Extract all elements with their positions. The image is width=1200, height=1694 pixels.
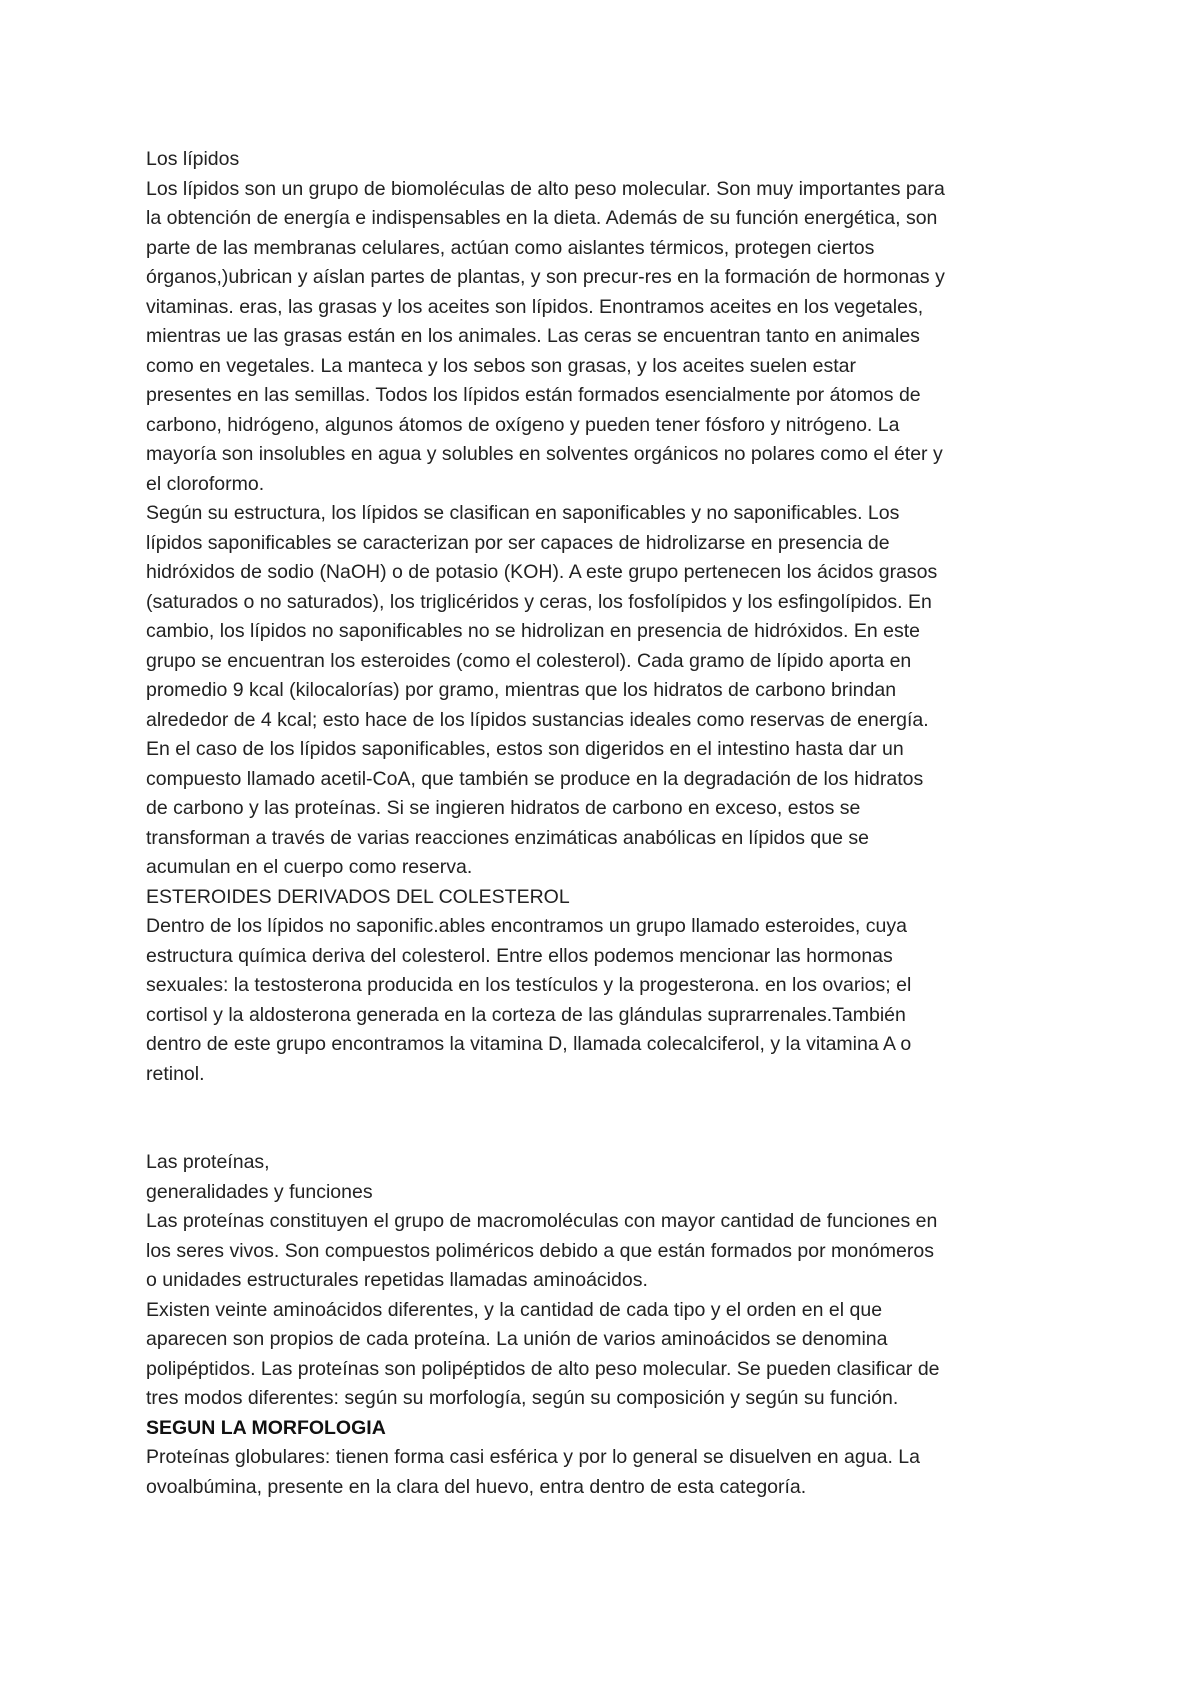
document-body [146, 145, 1076, 1502]
lipidos-title: Los lípidos [146, 148, 240, 170]
esteroides-heading: ESTEROIDES DERIVADOS DEL COLESTEROL [146, 885, 570, 908]
section-spacer [146, 1089, 1076, 1148]
esteroides-paragraph: Dentro de los lípidos no saponific.ables encontramos un grupo llamado esteroides, cuya estructura química deriva del colesterol. Entre ellos podemos mencionar las hormonas sexuales: la testosterona producida en los testículos y la progesterona. en los ovarios; el cortisol y la aldosterona generada en la corteza de las glándulas suprarrenales.También dentro de este grupo encontramos la vitamina D, llamada colecalciferol, y la vitamina A o retinol. [146, 915, 912, 1085]
morfologia-heading: SEGUN LA MORFOLOGIA [146, 1416, 386, 1439]
lipidos-paragraph-2: Según su estructura, los lípidos se clasifican en saponificables y no saponificables. Los lípidos saponificables se caracterizan por ser capaces de hidrolizarse en presencia de hidróxidos de sodio (NaOH) o de potasio (KOH). A este grupo pertenecen los ácidos grasos (saturados o no saturados), los triglicéridos y ceras, los fosfolípidos y los esfingolípidos. En cambio, los lípidos no saponificables no se hidrolizan en presencia de hidróxidos. En este grupo se encuentran los esteroides (como el colesterol). Cada gramo de lípido aporta en promedio 9 kcal (kilocalorías) por gramo, mientras que los hidratos de carbono brindan alrededor de 4 kcal; esto hace de los lípidos sustancias ideales como reservas de energía. En el caso de los lípidos saponificables, estos son digeridos en el intestino hasta dar un compuesto llamado acetil-CoA, que también se produce en la degradación de los hidratos de carbono y las proteínas. Si se ingieren hidratos de carbono en exceso, estos se transforman a través de varias reacciones enzimáticas anabólicas en lípidos que se acumulan en el cuerpo como reserva. [146, 502, 938, 878]
proteinas-paragraph-1: Las proteínas constituyen el grupo de macromoléculas con mayor cantidad de funciones en los seres vivos. Son compuestos poliméricos debido a que están formados por monómeros o unidades estructurales repetidas llamadas aminoácidos. [146, 1210, 938, 1291]
morfologia-paragraph: Proteínas globulares: tienen forma casi esférica y por lo general se disuelven en agua. La ovoalbúmina, presente en la clara del huevo, entra dentro de esta categoría. [146, 1446, 920, 1498]
lipidos-paragraph-1: Los lípidos son un grupo de biomoléculas de alto peso molecular. Son muy importantes para la obtención de energía e indispensables en la dieta. Además de su función energética, son parte de las membranas celulares, actúan como aislantes térmicos, protegen ciertos órganos,)ubrican y aíslan partes de plantas, y son precur-res en la formación de hormonas y vitaminas. eras, las grasas y los aceites son lípidos. Enontramos aceites en los vegetales, mientras ue las grasas están en los animales. Las ceras se encuentran tanto en animales como en vegetales. La manteca y los sebos son grasas, y los aceites suelen estar presentes en las semillas. Todos los lípidos están formados esencialmente por átomos de carbono, hidrógeno, algunos átomos de oxígeno y pueden tener fósforo y nitrógeno. La mayoría son insolubles en agua y solubles en solventes orgánicos no polares como el éter y el cloroformo. [146, 177, 945, 495]
proteinas-title-line-1: Las proteínas, [146, 1151, 270, 1173]
proteinas-paragraph-2: Existen veinte aminoácidos diferentes, y la cantidad de cada tipo y el orden en el que aparecen son propios de cada proteína. La unión de varios aminoácidos se denomina polipéptidos. Las proteínas son polipéptidos de alto peso molecular. Se pueden clasificar de tres modos diferentes: según su morfología, según su composición y según su función. [146, 1298, 940, 1409]
proteinas-title-line-2: generalidades y funciones [146, 1180, 373, 1203]
